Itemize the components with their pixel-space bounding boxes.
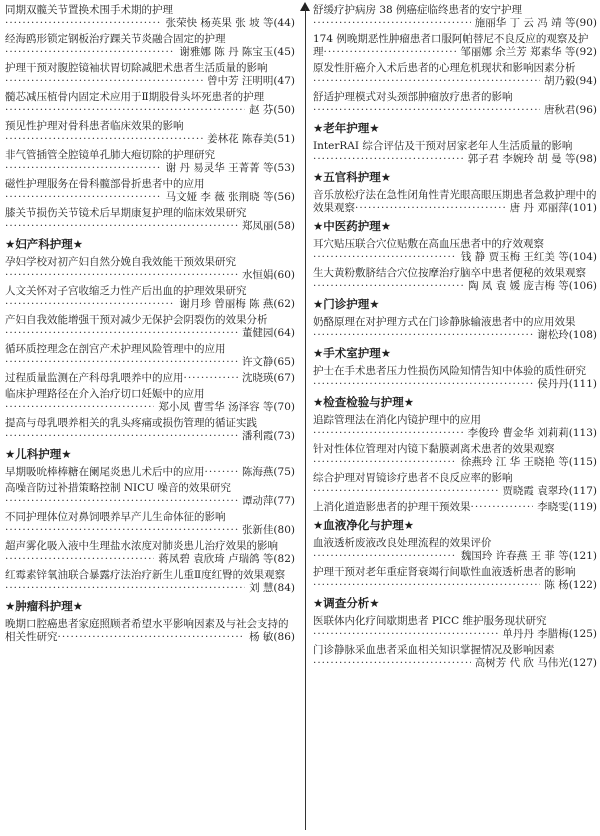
toc-entry[interactable] bbox=[313, 472, 597, 498]
article-authors-page: 邹丽娜 余兰芳 郑素华 等(92) bbox=[460, 46, 597, 58]
toc-entry[interactable] bbox=[5, 314, 295, 340]
article-title: 174 例晚期恶性肿瘤患者口服阿帕替尼不良反应的观察及护理 bbox=[313, 33, 589, 58]
article-authors-page: 赵 芬(50) bbox=[249, 104, 295, 116]
leader-dots bbox=[313, 657, 471, 670]
leader-dots bbox=[5, 75, 203, 88]
article-title: 临床护理路径在介入治疗切口妊娠中的应用 bbox=[5, 388, 205, 400]
leader-dots bbox=[313, 427, 464, 440]
article-title: 门诊静脉采血患者采血相关知识掌握情况及影响因素 bbox=[313, 644, 555, 656]
article-title: 超声雾化吸入液中生理盐水浓度对肺炎患儿治疗效果的影响 bbox=[5, 540, 278, 552]
leader-dots bbox=[5, 430, 238, 443]
column-divider bbox=[305, 8, 306, 830]
toc-entry[interactable] bbox=[5, 417, 295, 443]
article-authors-page: 马文娅 李 薇 张荆晓 等(56) bbox=[165, 191, 295, 203]
toc-entry[interactable] bbox=[5, 569, 295, 595]
leader-dots bbox=[184, 372, 238, 385]
section-heading: ★老年护理★ bbox=[313, 121, 380, 135]
section-heading: ★儿科护理★ bbox=[5, 447, 72, 461]
toc-entry[interactable] bbox=[313, 615, 597, 641]
article-authors-page: 徐燕玲 江 华 王晓艳 等(115) bbox=[460, 456, 597, 468]
article-title: 护理干预对老年重症肾衰竭行间歇性血液透析患者的影响 bbox=[313, 566, 576, 578]
article-authors-page: 杨 敏(86) bbox=[249, 631, 295, 643]
leader-dots bbox=[313, 550, 457, 563]
article-title: 非气管插管全腔镜单孔肺大疱切除的护理研究 bbox=[5, 149, 215, 161]
toc-entry[interactable] bbox=[5, 207, 295, 233]
left-column bbox=[5, 4, 295, 647]
leader-dots bbox=[313, 456, 457, 469]
article-title: 舒缓疗护病房 38 例癌症临终患者的安宁护理 bbox=[313, 4, 523, 16]
leader-dots bbox=[313, 485, 498, 498]
article-authors-page: 郑凤丽(58) bbox=[241, 220, 295, 232]
leader-dots bbox=[313, 17, 471, 30]
article-title: 同期双髋关节置换术围手术期的护理 bbox=[5, 4, 173, 16]
toc-entry[interactable] bbox=[5, 466, 295, 479]
article-title: InterRAI 综合评估及干预对居家老年人生活质量的影响 bbox=[313, 140, 573, 152]
section-heading: ★手术室护理★ bbox=[313, 346, 392, 360]
article-title: 血液透析废液改良处理流程的效果评价 bbox=[313, 537, 492, 549]
toc-entry[interactable] bbox=[313, 238, 597, 264]
toc-entry[interactable] bbox=[5, 120, 295, 146]
article-authors-page: 李俊玲 曹金华 刘莉莉(113) bbox=[467, 427, 597, 439]
article-authors-page: 谢 丹 易灵华 王菁菁 等(53) bbox=[165, 162, 295, 174]
leader-dots bbox=[5, 495, 238, 508]
leader-dots bbox=[313, 251, 457, 264]
toc-entry[interactable] bbox=[5, 33, 295, 59]
leader-dots bbox=[205, 466, 238, 479]
leader-dots bbox=[471, 501, 534, 514]
article-authors-page: 单丹丹 李腊梅(125) bbox=[502, 628, 597, 640]
article-authors-page: 姜林花 陈春美(51) bbox=[207, 133, 295, 145]
article-authors-page: 郭子君 李婉玲 胡 曼 等(98) bbox=[467, 153, 597, 165]
toc-entry[interactable] bbox=[5, 4, 295, 30]
article-authors-page: 刘 慧(84) bbox=[249, 582, 295, 594]
article-authors-page: 谢雅娜 陈 丹 陈宝玉(45) bbox=[179, 46, 295, 58]
section-heading: ★调查分析★ bbox=[313, 596, 380, 610]
article-authors-page: 水恒娟(60) bbox=[241, 269, 295, 281]
article-title: 过程质量监测在产科母乳喂养中的应用 bbox=[5, 372, 184, 384]
article-title: 针对性体位管理对内镜下黏膜剥离术患者的效果观察 bbox=[313, 443, 555, 455]
toc-entry[interactable] bbox=[313, 91, 597, 117]
article-authors-page: 董健园(64) bbox=[241, 327, 295, 339]
article-title: 生大黄粉敷脐结合穴位按摩治疗脑卒中患者便秘的效果观察 bbox=[313, 267, 586, 279]
section-heading: ★肿瘤科护理★ bbox=[5, 599, 84, 613]
leader-dots bbox=[355, 202, 506, 215]
article-title: 产妇自我效能增强干预对减少无保护会阴裂伤的效果分析 bbox=[5, 314, 268, 326]
leader-dots bbox=[5, 269, 238, 282]
article-authors-page: 许文静(65) bbox=[241, 356, 295, 368]
toc-entry[interactable] bbox=[5, 149, 295, 175]
leader-dots bbox=[5, 46, 175, 59]
leader-dots bbox=[324, 46, 457, 59]
toc-entry[interactable] bbox=[5, 343, 295, 369]
toc-entry[interactable] bbox=[313, 140, 597, 166]
article-authors-page: 郑小凤 曹雪华 汤泽容 等(70) bbox=[158, 401, 295, 413]
article-authors-page: 高树芳 代 欣 马伟光(127) bbox=[474, 657, 597, 669]
section-heading: ★五官科护理★ bbox=[313, 170, 392, 184]
article-title: 医联体内化疗间歇期患者 PICC 维护服务现状研究 bbox=[313, 615, 547, 627]
leader-dots bbox=[313, 153, 464, 166]
article-authors-page: 李晓雯(119) bbox=[537, 501, 597, 513]
article-title: 提高与母乳喂养相关的乳头疼痛或损伤管理的循证实践 bbox=[5, 417, 257, 429]
leader-dots bbox=[313, 628, 498, 641]
leader-dots bbox=[5, 133, 203, 146]
toc-entry[interactable] bbox=[313, 316, 597, 342]
leader-dots bbox=[313, 280, 464, 293]
leader-dots bbox=[5, 327, 238, 340]
leader-dots bbox=[313, 378, 533, 391]
article-title: 膝关节损伤关节镜术后早期康复护理的临床效果研究 bbox=[5, 207, 247, 219]
section-heading: ★血液净化与护理★ bbox=[313, 518, 415, 532]
article-authors-page: 张新佳(80) bbox=[241, 524, 295, 536]
toc-entry[interactable] bbox=[5, 178, 295, 204]
toc-entry[interactable] bbox=[313, 267, 597, 293]
article-title: 孕妇学校对初产妇自然分娩自我效能干预效果研究 bbox=[5, 256, 236, 268]
toc-entry[interactable] bbox=[313, 62, 597, 88]
article-title: 不同护理体位对鼻饲喂养早产儿生命体征的影响 bbox=[5, 511, 226, 523]
article-authors-page: 胡乃毅(94) bbox=[543, 75, 597, 87]
leader-dots bbox=[5, 17, 162, 30]
article-title: 音乐放松疗法在急性闭角性青光眼高眼压期患者急救护理中的效果观察 bbox=[313, 189, 597, 214]
section-heading: ★检查检验与护理★ bbox=[313, 395, 415, 409]
article-authors-page: 陈 杨(122) bbox=[544, 579, 597, 591]
article-authors-page: 唐秋君(96) bbox=[543, 104, 597, 116]
toc-entry[interactable] bbox=[5, 482, 295, 508]
toc-entry[interactable] bbox=[313, 365, 597, 391]
leader-dots bbox=[5, 356, 238, 369]
article-authors-page: 潘利霞(73) bbox=[241, 430, 295, 442]
toc-entry[interactable] bbox=[313, 644, 597, 670]
leader-dots bbox=[5, 524, 238, 537]
article-authors-page: 魏国玲 许春燕 王 菲 等(121) bbox=[460, 550, 597, 562]
article-title: 红霉素锌氧油联合暴露疗法治疗新生儿重Ⅱ度红臀的效果观察 bbox=[5, 569, 286, 581]
leader-dots bbox=[313, 75, 540, 88]
article-title: 原发性肝癌介入术后患者的心理危机现状和影响因素分析 bbox=[313, 62, 576, 74]
article-title: 经海鸥形锁定钢板治疗踝关节炎融合固定的护理 bbox=[5, 33, 226, 45]
toc-entry[interactable] bbox=[5, 256, 295, 282]
article-authors-page: 施丽华 丁 云 冯 靖 等(90) bbox=[474, 17, 597, 29]
leader-dots bbox=[5, 220, 238, 233]
article-authors-page: 曾中芳 汪明明(47) bbox=[207, 75, 295, 87]
article-authors-page: 陈海燕(75) bbox=[241, 466, 295, 478]
article-authors-page: 钱 静 贾玉梅 王红美 等(104) bbox=[460, 251, 597, 263]
section-heading: ★中医药护理★ bbox=[313, 219, 392, 233]
leader-dots bbox=[5, 401, 154, 414]
article-authors-page: 蒋凤碧 袁欣琦 卢瑞鸽 等(82) bbox=[158, 553, 295, 565]
leader-dots bbox=[5, 191, 162, 204]
toc-entry[interactable] bbox=[5, 540, 295, 566]
article-authors-page: 谢松玲(108) bbox=[537, 329, 597, 341]
leader-dots bbox=[5, 162, 162, 175]
article-title: 循环质控理念在剖宫产术护理风险管理中的应用 bbox=[5, 343, 226, 355]
article-title: 人文关怀对子宫收缩乏力性产后出血的护理效果研究 bbox=[5, 285, 247, 297]
leader-dots bbox=[5, 553, 154, 566]
leader-dots bbox=[5, 582, 245, 595]
toc-entry[interactable] bbox=[5, 388, 295, 414]
article-authors-page: 张荣快 杨英果 张 坡 等(44) bbox=[165, 17, 295, 29]
section-heading: ★妇产科护理★ bbox=[5, 237, 84, 251]
toc-entry[interactable] bbox=[5, 62, 295, 88]
article-authors-page: 陶 凤 袁 媛 庞吉梅 等(106) bbox=[468, 280, 597, 292]
article-title: 晚期口腔癌患者家庭照顾者希望水平影响因素及与社会支持的相关性研究 bbox=[5, 618, 289, 643]
toc-entry[interactable] bbox=[313, 414, 597, 440]
article-title: 髓芯减压植骨内固定术应用于Ⅱ期股骨头坏死患者的护理 bbox=[5, 91, 265, 103]
article-title: 护士在手术患者压力性损伤风险知情告知中体验的质性研究 bbox=[313, 365, 586, 377]
article-title: 耳穴贴压联合穴位贴敷在高血压患者中的疗效观察 bbox=[313, 238, 544, 250]
toc-entry[interactable] bbox=[313, 501, 597, 514]
article-title: 追踪管理法在消化内镜护理中的应用 bbox=[313, 414, 481, 426]
article-authors-page: 沈晓瑛(67) bbox=[241, 372, 295, 384]
toc-entry[interactable] bbox=[5, 511, 295, 537]
article-title: 预见性护理对骨科患者临床效果的影响 bbox=[5, 120, 184, 132]
article-authors-page: 贾晓霞 袁翠玲(117) bbox=[502, 485, 597, 497]
article-authors-page: 谭动萍(77) bbox=[241, 495, 295, 507]
leader-dots bbox=[5, 104, 245, 117]
toc-entry[interactable] bbox=[313, 4, 597, 30]
leader-dots bbox=[313, 579, 540, 592]
toc-entry[interactable] bbox=[313, 33, 597, 59]
toc-entry[interactable] bbox=[5, 372, 295, 385]
article-title: 护理干预对腹腔镜袖状胃切除减肥术患者生活质量的影响 bbox=[5, 62, 268, 74]
article-authors-page: 侯丹丹(111) bbox=[537, 378, 597, 390]
article-title: 上消化道造影患者的护理干预效果 bbox=[313, 501, 471, 513]
article-authors-page: 唐 丹 邓丽萍(101) bbox=[509, 202, 597, 214]
toc-entry[interactable] bbox=[313, 566, 597, 592]
article-title: 磁性护理服务在骨科髋部骨折患者中的应用 bbox=[5, 178, 205, 190]
article-title: 舒适护理模式对头颈部肿瘤放疗患者的影响 bbox=[313, 91, 513, 103]
toc-entry[interactable] bbox=[5, 618, 295, 644]
article-authors-page: 谢月珍 曾丽梅 陈 燕(62) bbox=[179, 298, 295, 310]
article-title: 奶酪原理在对护理方式在门诊静脉输液患者中的应用效果 bbox=[313, 316, 576, 328]
leader-dots bbox=[5, 298, 175, 311]
leader-dots bbox=[313, 329, 533, 342]
toc-entry[interactable] bbox=[5, 91, 295, 117]
section-heading: ★门诊护理★ bbox=[313, 297, 380, 311]
toc-entry[interactable] bbox=[313, 189, 597, 215]
article-title: 高噪音防过补措策略控制 NICU 噪音的效果研究 bbox=[5, 482, 231, 494]
right-column bbox=[313, 4, 597, 673]
toc-entry[interactable] bbox=[313, 443, 597, 469]
leader-dots bbox=[58, 631, 246, 644]
article-title: 早期吸吮棒棒糖在阑尾炎患儿术后中的应用 bbox=[5, 466, 205, 478]
leader-dots bbox=[313, 104, 540, 117]
article-title: 综合护理对胃镜诊疗患者不良反应率的影响 bbox=[313, 472, 513, 484]
toc-entry[interactable] bbox=[313, 537, 597, 563]
toc-entry[interactable] bbox=[5, 285, 295, 311]
